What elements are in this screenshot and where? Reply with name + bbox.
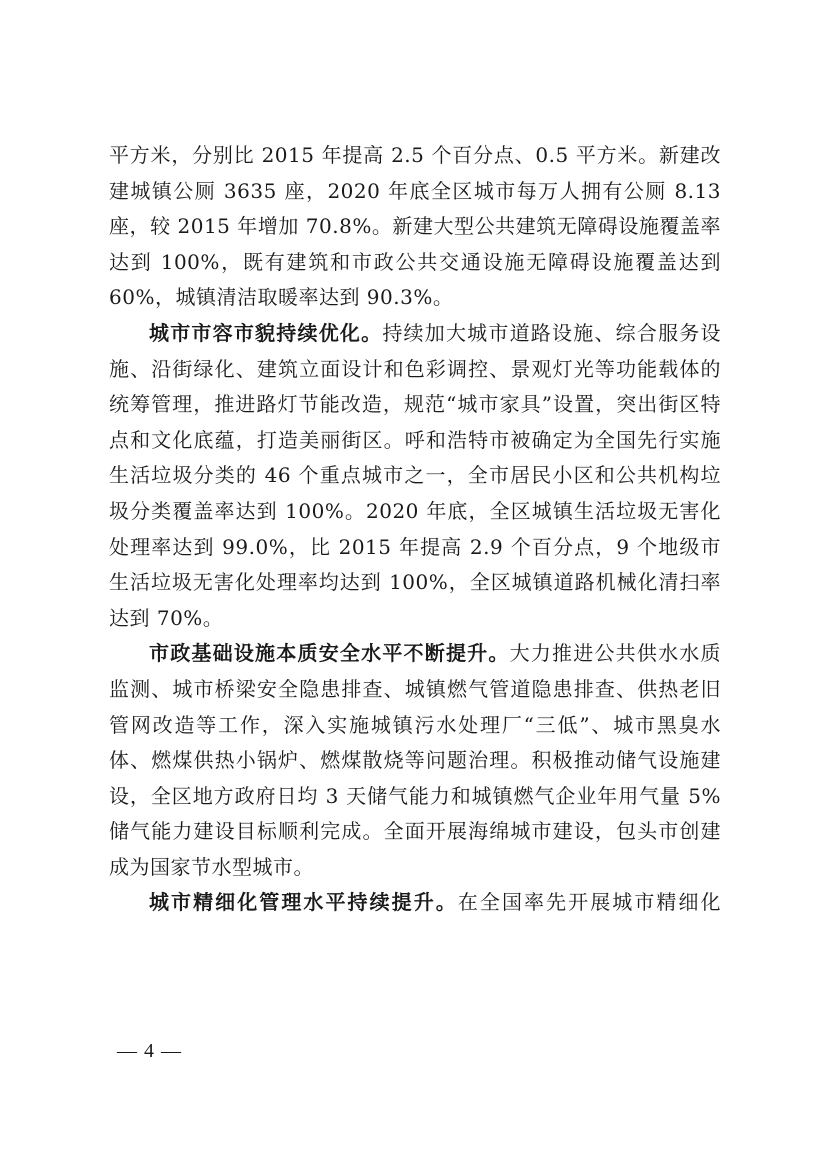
paragraph-3-heading: 市政基础设施本质安全水平不断提升。 <box>149 641 510 666</box>
paragraph-3-text: 大力推进公共供水水质监测、城市桥梁安全隐患排查、城镇燃气管道隐患排查、供热老旧管网改造等工作，深入实施城镇污水处理厂“三低”、城市黑臭水体、燃煤供热小锅炉、燃煤散烧等问题治理。积极推动储气设施建设，全区地方政府日均 3 天储气能力和城镇燃气企业年用气量 5%储气能力建设目标顺利完成。全面开展海绵城市建设，包头市创建成为国家节水型城市。 <box>109 641 722 879</box>
paragraph-1 <box>109 138 721 316</box>
paragraph-2-text: 持续加大城市道路设施、综合服务设施、沿街绿化、建筑立面设计和色彩调控、景观灯光等功能载体的统筹管理，推进路灯节能改造，规范“城市家具”设置，突出街区特点和文化底蕴，打造美丽街区。呼和浩特市被确定为全国先行实施生活垃圾分类的 46 个重点城市之一，全市居民小区和公共机构垃圾分类覆盖率达到 100%。2020 年底，全区城镇生活垃圾无害化处理率达到 99.0%，比 2015 年提高 2.9 个百分点，9 个地级市生活垃圾无害化处理率均达到 100%，全区城镇道路机械化清扫率达到 70%。 <box>109 320 722 630</box>
paragraph-3 <box>109 636 721 885</box>
paragraph-2 <box>109 316 721 636</box>
paragraph-4-heading: 城市精细化管理水平持续提升。 <box>149 890 458 915</box>
paragraph-4 <box>109 885 721 921</box>
paragraph-4-text: 在全国率先开展城市精细化 <box>457 890 722 915</box>
body-text <box>109 138 721 921</box>
page-number: — 4 — <box>117 1040 182 1062</box>
paragraph-1-text: 平方米，分别比 2015 年提高 2.5 个百分点、0.5 平方米。新建改建城镇公厕 3635 座，2020 年底全区城市每万人拥有公厕 8.13 座，较 2015 年增加 70.8%。新建大型公共建筑无障碍设施覆盖率达到 100%，既有建筑和市政公共交通设施无障碍设施覆盖达到 60%，城镇清洁取暖率达到 90.3%。 <box>109 143 721 310</box>
paragraph-2-heading: 城市市容市貌持续优化。 <box>149 320 383 345</box>
